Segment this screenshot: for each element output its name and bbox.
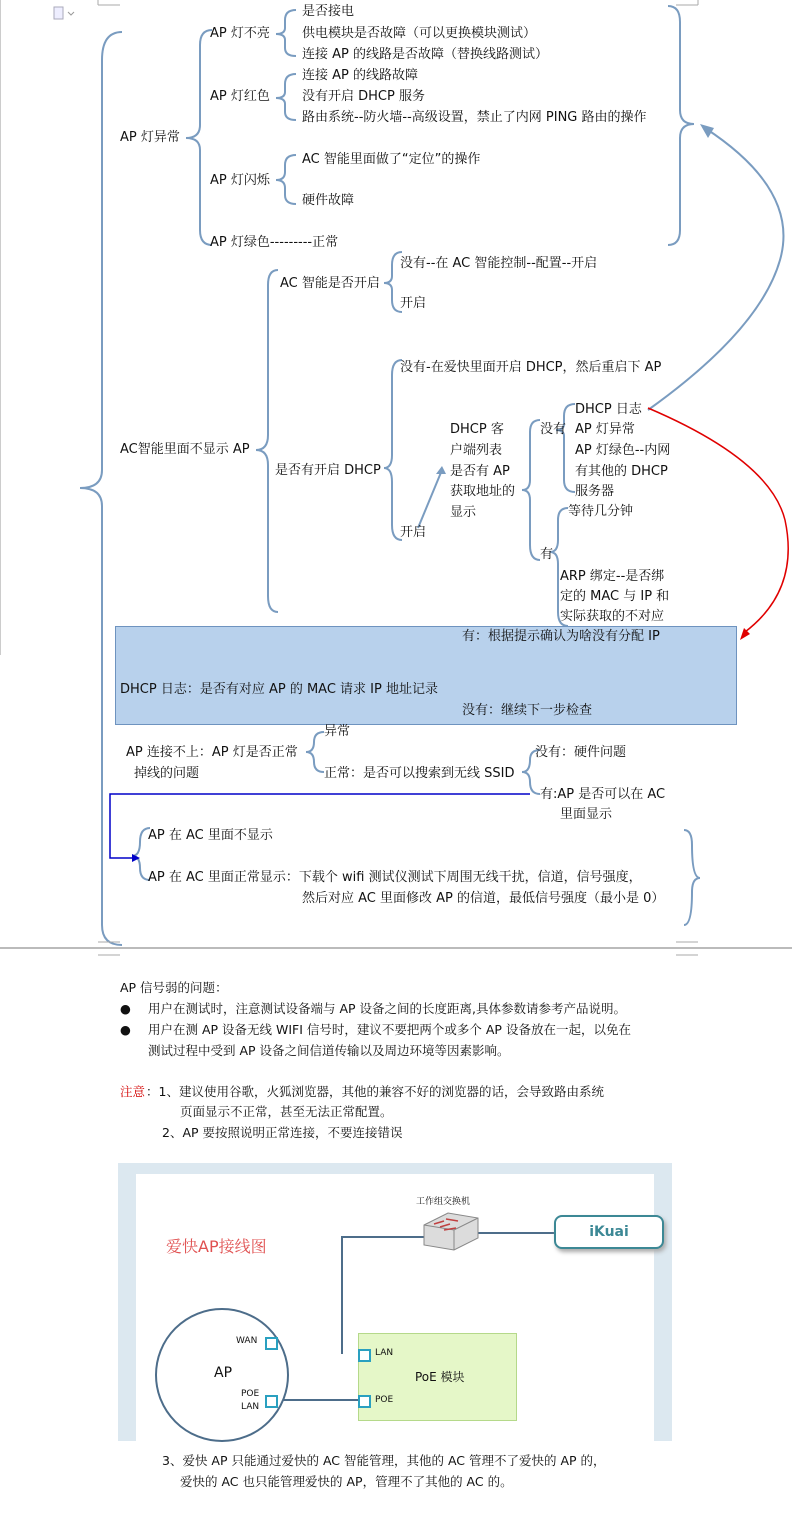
ap-blink-item: AC 智能里面做了“定位”的操作 bbox=[302, 152, 481, 167]
note-1-cont: 页面显示不正常，甚至无法正常配置。 bbox=[180, 1104, 393, 1119]
arp-line: 定的 MAC 与 IP 和 bbox=[560, 589, 670, 604]
client-list-line: 户端列表 bbox=[450, 443, 503, 458]
dhcp-log-label: DHCP 日志：是否有对应 AP 的 MAC 请求 IP 地址记录 bbox=[120, 682, 438, 697]
ac-yes: 开启 bbox=[400, 296, 427, 311]
ap-circle-label: AP bbox=[214, 1365, 233, 1381]
ac-enabled-label: AC 智能是否开启 bbox=[280, 276, 380, 291]
ikuai-router bbox=[554, 1215, 664, 1249]
ac-no: 没有--在 AC 智能控制--配置--开启 bbox=[400, 256, 598, 271]
note-3: 3、爱快 AP 只能通过爱快的 AC 智能管理，其他的 AC 管理不了爱快的 AP 的， bbox=[162, 1453, 606, 1468]
wan-label: WAN bbox=[236, 1336, 258, 1346]
note-1: ：1、建议使用谷歌，火狐浏览器，其他的兼容不好的浏览器的话，会导致路由系统 bbox=[146, 1084, 604, 1099]
normal-show-item-2: 然后对应 AC 里面修改 AP 的信道，最低信号强度（最小是 0） bbox=[302, 891, 665, 906]
dhcp-label: 是否有开启 DHCP bbox=[275, 463, 381, 478]
ap-red-item: 连接 AP 的线路故障 bbox=[302, 68, 418, 83]
ap-green-label: AP 灯绿色---------正常 bbox=[210, 235, 339, 250]
wan-port bbox=[265, 1337, 278, 1350]
ap-blink-item: 硬件故障 bbox=[302, 193, 355, 208]
ap-off-item: 连接 AP 的线路是否故障（替换线路测试） bbox=[302, 47, 548, 62]
no-item: 有其他的 DHCP bbox=[575, 464, 668, 479]
bullet-icon: ● bbox=[120, 1022, 131, 1037]
ac-no-ap-root: AC智能里面不显示 AP bbox=[120, 442, 250, 457]
diagram-title: 爱快AP接线图 bbox=[166, 1237, 267, 1256]
ap-red-label: AP 灯红色 bbox=[210, 89, 270, 104]
no-hw-item: 没有：硬件问题 bbox=[535, 745, 627, 760]
ap-red-item: 路由系统--防火墙--高级设置，禁止了内网 PING 路由的操作 bbox=[302, 110, 647, 125]
poe-module-label: PoE 模块 bbox=[415, 1370, 465, 1384]
normal-item: 正常：是否可以搜索到无线 SSID bbox=[324, 766, 515, 781]
abnormal-item: 异常 bbox=[324, 724, 351, 739]
no-item: AP 灯异常 bbox=[575, 422, 635, 437]
note-2: 2、AP 要按照说明正常连接，不要连接错误 bbox=[162, 1125, 403, 1140]
ap-off-label: AP 灯不亮 bbox=[210, 26, 270, 41]
ap-connect-label: AP 连接不上：AP 灯是否正常 bbox=[126, 745, 298, 760]
client-list-line: DHCP 客 bbox=[450, 422, 504, 437]
client-list-line: 是否有 AP bbox=[450, 464, 510, 479]
dhcp-log-yes: 有：根据提示确认为啥没有分配 IP bbox=[462, 629, 660, 644]
bullet-text: 用户在测 AP 设备无线 WIFI 信号时，建议不要把两个或多个 AP 设备放在一起，以免在 bbox=[148, 1022, 631, 1037]
poe-port-label: POE bbox=[375, 1395, 394, 1405]
bullet-icon: ● bbox=[120, 1001, 131, 1016]
arp-line: ARP 绑定--是否绑 bbox=[560, 569, 665, 584]
weak-bullet-2-cont: 测试过程中受到 AP 设备之间信道传输以及周边环境等因素影响。 bbox=[148, 1043, 510, 1058]
switch-label: 工作组交换机 bbox=[416, 1197, 471, 1207]
ap-blink-label: AP 灯闪烁 bbox=[210, 173, 270, 188]
wait-item: 等待几分钟 bbox=[568, 504, 634, 519]
switch-icon bbox=[424, 1213, 478, 1250]
client-yes: 有 bbox=[540, 547, 554, 562]
lan-port-label: LAN bbox=[375, 1348, 394, 1358]
poe-lan-port bbox=[265, 1395, 278, 1408]
normal-show-item: AP 在 AC 里面正常显示：下载个 wifi 测试仪测试下周围无线干扰，信道，信号强度， bbox=[148, 870, 642, 885]
bullet-text: 用户在测试时，注意测试设备端与 AP 设备之间的长度距离,具体参数请参考产品说明。 bbox=[148, 1001, 627, 1016]
yes-ac-item: 有:AP 是否可以在 AC bbox=[540, 787, 666, 802]
no-item: 服务器 bbox=[575, 484, 615, 499]
client-no: 没有 bbox=[540, 422, 567, 437]
no-item: AP 灯绿色--内网 bbox=[575, 443, 671, 458]
dhcp-yes: 开启 bbox=[400, 525, 427, 540]
poe-lan-label-2: LAN bbox=[241, 1402, 260, 1412]
dhcp-log-no: 没有：继续下一步检查 bbox=[462, 703, 593, 718]
no-item: DHCP 日志 bbox=[575, 402, 642, 417]
ikuai-brand: iKuai bbox=[589, 1224, 629, 1240]
dhcp-no: 没有-在爱快里面开启 DHCP，然后重启下 AP bbox=[400, 360, 662, 375]
yes-ac-item-2: 里面显示 bbox=[560, 807, 613, 822]
client-list-line: 显示 bbox=[450, 505, 477, 520]
ap-red-item: 没有开启 DHCP 服务 bbox=[302, 89, 425, 104]
ap-off-item: 是否接电 bbox=[302, 4, 355, 19]
ap-off-item: 供电模块是否故障（可以更换模块测试） bbox=[302, 26, 537, 41]
arp-line: 实际获取的不对应 bbox=[560, 609, 665, 624]
client-list-line: 获取地址的 bbox=[450, 484, 516, 499]
weak-signal-title: AP 信号弱的问题： bbox=[120, 980, 228, 995]
lan-port bbox=[358, 1349, 371, 1362]
ap-drop-label: 掉线的问题 bbox=[134, 766, 200, 781]
note-3-cont: 爱快的 AC 也只能管理爱快的 AP，管理不了其他的 AC 的。 bbox=[180, 1474, 513, 1489]
poe-module bbox=[358, 1333, 517, 1421]
notes-label: 注意 bbox=[120, 1084, 146, 1099]
ap-abnormal-root: AP 灯异常 bbox=[120, 130, 180, 145]
poe-lan-label-1: POE bbox=[241, 1389, 260, 1399]
poe-port bbox=[358, 1395, 371, 1408]
not-show-item: AP 在 AC 里面不显示 bbox=[148, 828, 273, 843]
